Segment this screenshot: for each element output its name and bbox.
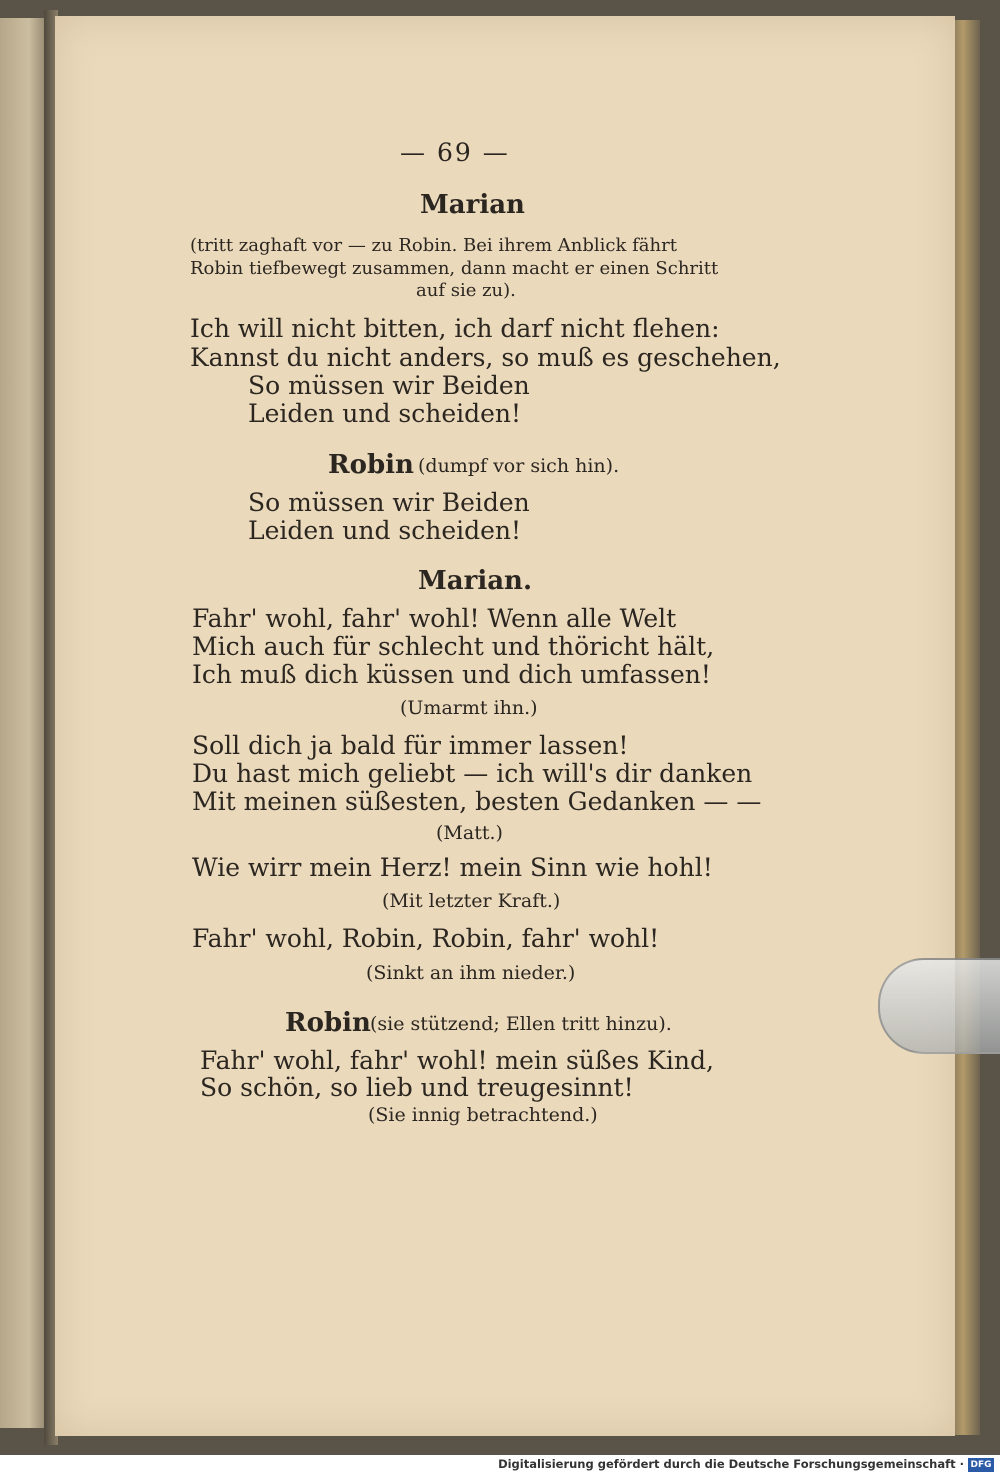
page-stack-edge xyxy=(952,20,980,1435)
verse-line: So müssen wir Beiden xyxy=(248,371,530,400)
page-clip-holder xyxy=(878,958,1000,1054)
facing-page-edge xyxy=(0,18,48,1428)
stage-direction: (tritt zaghaft vor — zu Robin. Bei ihrem Anblick fährt xyxy=(190,235,677,256)
stage-direction: auf sie zu). xyxy=(416,280,516,301)
stage-direction: (Matt.) xyxy=(436,822,503,844)
stage-direction: (Mit letzter Kraft.) xyxy=(382,890,561,912)
verse-line: Ich muß dich küssen und dich umfassen! xyxy=(192,660,711,689)
footer-bar xyxy=(0,1455,1000,1476)
verse-line: Soll dich ja bald für immer lassen! xyxy=(192,731,629,760)
verse-line: Mit meinen süßesten, besten Gedanken — — xyxy=(192,787,762,816)
verse-line: Fahr' wohl, fahr' wohl! mein süßes Kind, xyxy=(200,1046,714,1075)
verse-line: Leiden und scheiden! xyxy=(248,399,522,428)
verse-line: Du hast mich geliebt — ich will's dir danken xyxy=(192,759,753,788)
stage-direction: (Sinkt an ihm nieder.) xyxy=(366,962,576,984)
verse-line: Ich will nicht bitten, ich darf nicht flehen: xyxy=(190,314,720,343)
verse-line: Wie wirr mein Herz! mein Sinn wie hohl! xyxy=(192,853,713,882)
speaker-robin: Robin xyxy=(285,1008,371,1038)
verse-line: So müssen wir Beiden xyxy=(248,488,530,517)
verse-line: Kannst du nicht anders, so muß es geschehen, xyxy=(190,343,781,372)
stage-direction: (dumpf vor sich hin). xyxy=(418,455,620,477)
dfg-logo: DFG xyxy=(968,1458,994,1472)
stage-direction: (sie stützend; Ellen tritt hinzu). xyxy=(370,1013,672,1035)
funding-note: Digitalisierung gefördert durch die Deutsche Forschungsgemeinschaft · xyxy=(498,1457,964,1471)
verse-line: Fahr' wohl, fahr' wohl! Wenn alle Welt xyxy=(192,604,677,633)
speaker-marian: Marian. xyxy=(418,566,533,596)
stage-direction: (Sie innig betrachtend.) xyxy=(368,1104,598,1126)
verse-line: So schön, so lieb und treugesinnt! xyxy=(200,1073,634,1102)
book-page xyxy=(55,16,955,1436)
speaker-robin: Robin xyxy=(328,450,414,480)
verse-line: Leiden und scheiden! xyxy=(248,516,522,545)
stage-direction: (Umarmt ihn.) xyxy=(400,697,538,719)
verse-line: Fahr' wohl, Robin, Robin, fahr' wohl! xyxy=(192,924,660,953)
page-number: — 69 — xyxy=(400,138,510,167)
verse-line: Mich auch für schlecht und thöricht hält, xyxy=(192,632,715,661)
stage-direction: Robin tiefbewegt zusammen, dann macht er einen Schritt xyxy=(190,258,719,279)
speaker-marian: Marian xyxy=(420,190,525,220)
